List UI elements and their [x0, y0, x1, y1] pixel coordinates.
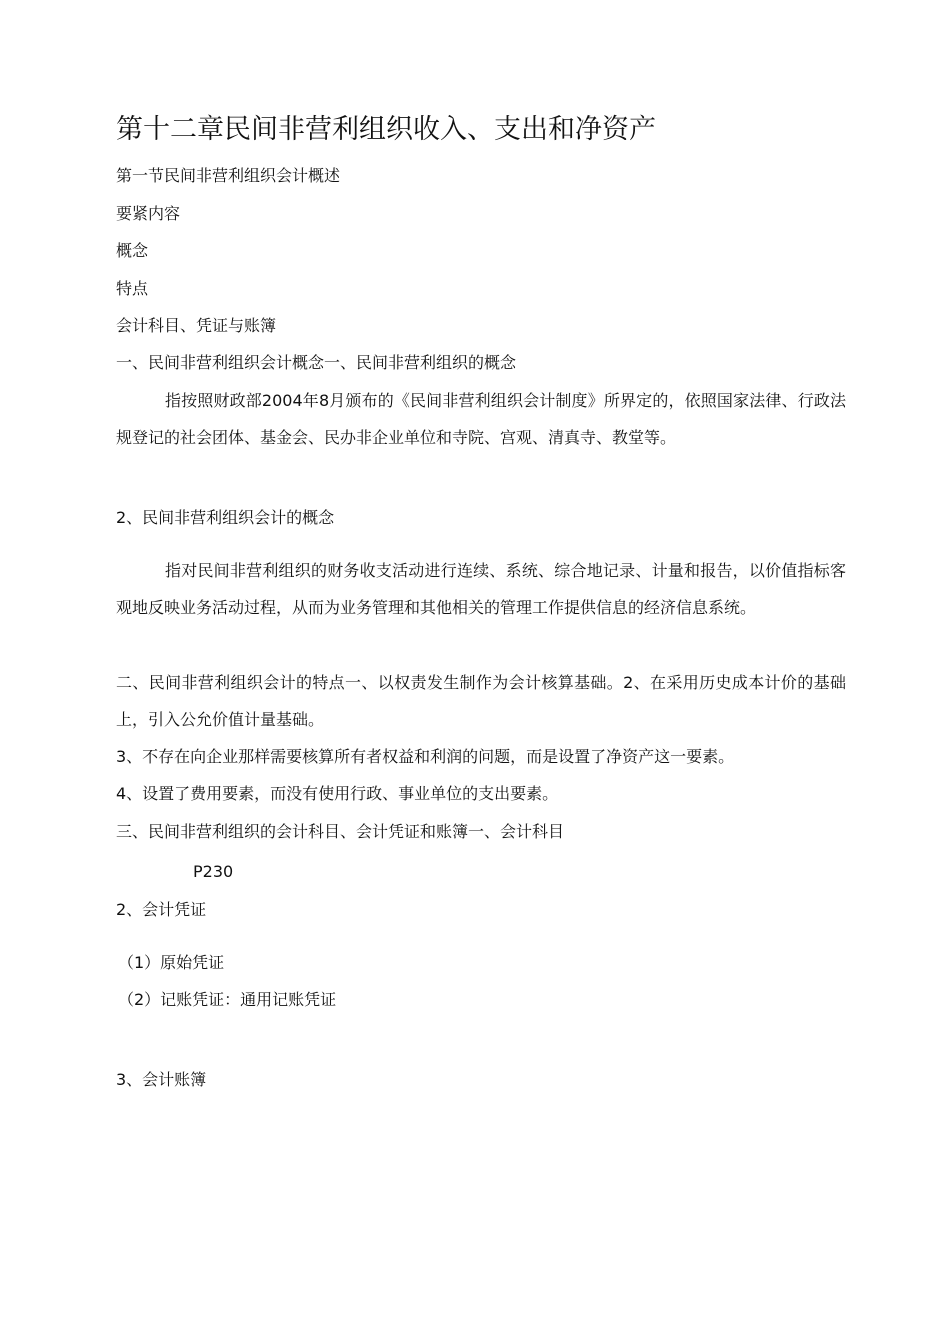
- heading-accounts: 三、民间非营利组织的会计科目、会计凭证和账簿一、会计科目: [116, 822, 565, 841]
- voucher-item-bookkeeping: （2）记账凭证：通用记账凭证: [118, 990, 337, 1009]
- paragraph-definition: 指按照财政部2004年8月颁布的《民间非营利组织会计制度》所界定的，依照国家法律、行政法规登记的社会团体、基金会、民办非企业单位和寺院、宫观、清真寺、教堂等。: [116, 391, 846, 447]
- outline-item: 特点: [116, 279, 149, 298]
- paragraph-features: 二、民间非营利组织会计的特点一、以权责发生制作为会计核算基础。2、在采用历史成本计价的基础上，引入公允价值计量基础。: [116, 673, 846, 729]
- outline-item: 概念: [116, 241, 149, 260]
- chapter-title: 第十二章民间非营利组织收入、支出和净资产: [116, 114, 656, 145]
- feature-item-3: 3、不存在向企业那样需要核算所有者权益和利润的问题，而是设置了净资产这一要素。: [116, 747, 735, 766]
- heading-accounting-concept: 2、民间非营利组织会计的概念: [116, 508, 335, 527]
- feature-item-4: 4、设置了费用要素，而没有使用行政、事业单位的支出要素。: [116, 784, 559, 803]
- page-reference: P230: [193, 862, 234, 881]
- subheading-vouchers: 2、会计凭证: [116, 900, 207, 919]
- voucher-item-original: （1）原始凭证: [118, 953, 225, 972]
- heading-concept: 一、民间非营利组织会计概念一、民间非营利组织的概念: [116, 353, 517, 372]
- outline-item: 要紧内容: [116, 204, 181, 223]
- paragraph-accounting-definition: 指对民间非营利组织的财务收支活动进行连续、系统、综合地记录、计量和报告，以价值指标客观地反映业务活动过程，从而为业务管理和其他相关的管理工作提供信息的经济信息系统。: [116, 561, 846, 617]
- subheading-ledgers: 3、会计账簿: [116, 1070, 207, 1089]
- section-title: 第一节民间非营利组织会计概述: [116, 166, 341, 185]
- outline-item: 会计科目、凭证与账簿: [116, 316, 277, 335]
